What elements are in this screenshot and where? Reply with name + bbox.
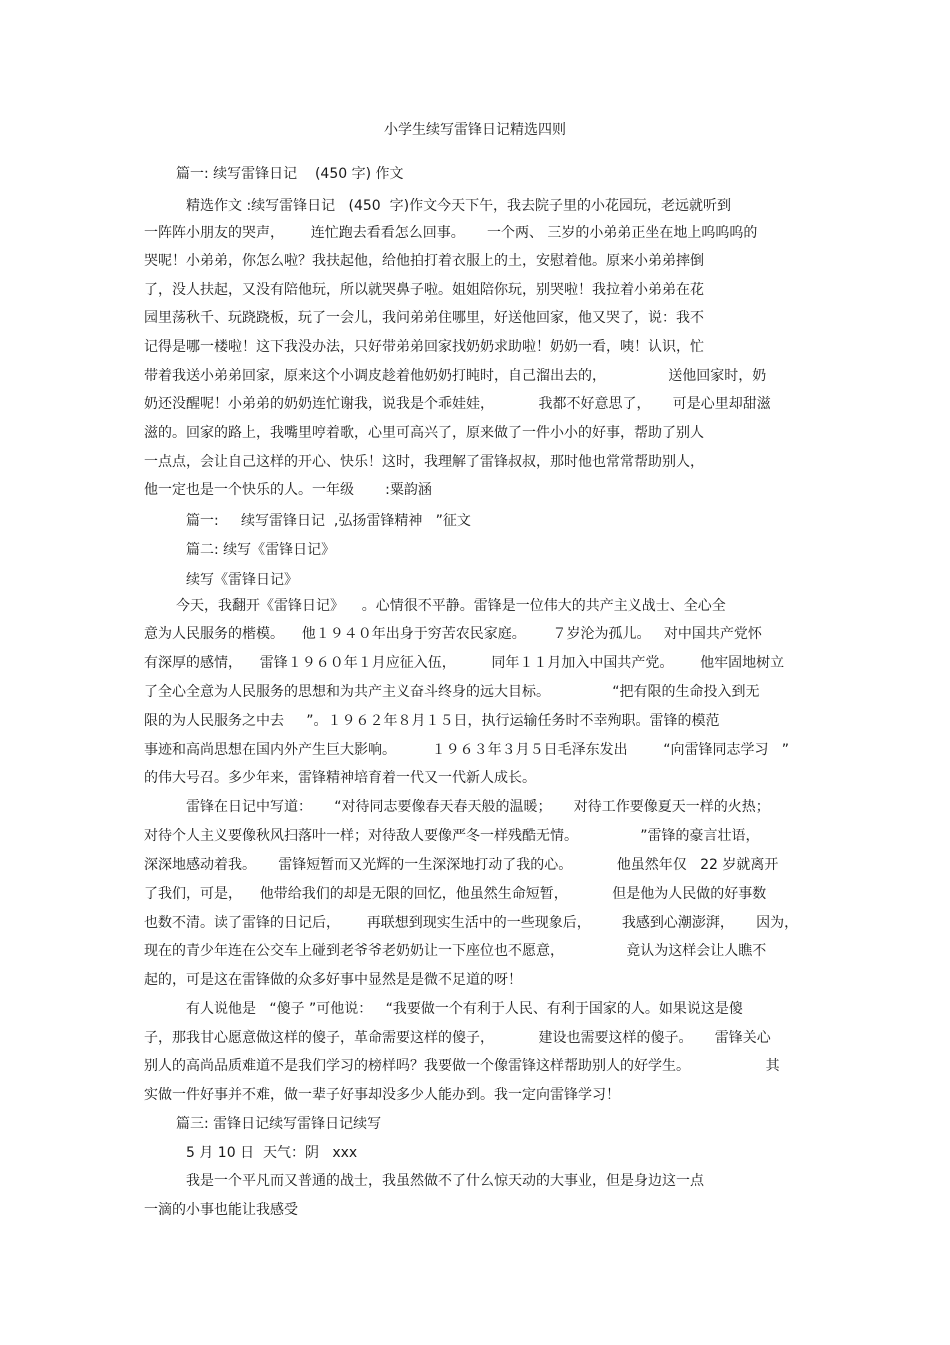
text-line: 限的为人民服务之中去 ”。１９６２年８月１５日，执行运输任务时不幸殉职。雷锋的模范	[144, 713, 720, 729]
text-line: 深深地感动着我。 雷锋短暂而又光辉的一生深深地打动了我的心。 他虽然年仅 22 岁就离开	[144, 857, 779, 873]
text-line: 篇一: 续写雷锋日记 (450 字) 作文	[176, 166, 404, 182]
text-line: 带着我送小弟弟回家，原来这个小调皮趁着他奶奶打盹时，自己溜出去的， 送他回家时，奶	[144, 368, 767, 384]
document-title: 小学生续写雷锋日记精选四则	[384, 122, 566, 138]
text-line: 园里荡秋千、玩跷跷板，玩了一会儿，我问弟弟住哪里，好送他回家，他又哭了，说：我不	[144, 310, 704, 326]
text-line: 滋的。回家的路上，我嘴里哼着歌，心里可高兴了，原来做了一件小小的好事，帮助了别人	[144, 425, 704, 441]
text-line: 篇三: 雷锋日记续写雷锋日记续写	[176, 1116, 382, 1132]
text-line: 奶还没醒呢！小弟弟的奶奶连忙谢我，说我是个乖娃娃， 我都不好意思了， 可是心里却甜滋	[144, 396, 771, 412]
text-line: 记得是哪一楼啦！这下我没办法，只好带弟弟回家找奶奶求助啦！奶奶一看，咦！认识，忙	[144, 339, 704, 355]
text-line: 意为人民服务的楷模。 他１９４０年出身于穷苦农民家庭。 ７岁沦为孤儿。 对中国共产党怀	[144, 626, 762, 642]
text-line: 篇二: 续写《雷锋日记》	[186, 542, 336, 558]
text-line: 一滴的小事也能让我感受	[144, 1202, 298, 1218]
text-line: 篇一: 续写雷锋日记 ,弘扬雷锋精神 ”征文	[186, 513, 471, 529]
text-line: 雷锋在日记中写道： “对待同志要像春天春天般的温暖； 对待工作要像夏天一样的火热；	[186, 799, 770, 815]
text-line: 了我们，可是， 他带给我们的却是无限的回忆，他虽然生命短暂， 但是他为人民做的好事数	[144, 886, 767, 902]
text-line: 我是一个平凡而又普通的战士，我虽然做不了什么惊天动的大事业，但是身边这一点	[186, 1173, 704, 1189]
text-line: 今天，我翻开《雷锋日记》 。心情很不平静。雷锋是一位伟大的共产主义战士、全心全	[176, 598, 726, 614]
text-line: 有人说他是 “傻子 ”可他说： “我要做一个有利于人民、有利于国家的人。如果说这是傻	[186, 1001, 743, 1017]
text-line: 事迹和高尚思想在国内外产生巨大影响。 １９６３年３月５日毛泽东发出 “向雷锋同志学习 ”	[144, 742, 790, 758]
text-line: 现在的青少年连在公交车上碰到老爷爷老奶奶让一下座位也不愿意， 竟认为这样会让人瞧不	[144, 943, 767, 959]
text-line: 也数不清。读了雷锋的日记后， 再联想到现实生活中的一些现象后， 我感到心潮澎湃， 因为，	[144, 915, 799, 931]
text-line: 了全心全意为人民服务的思想和为共产主义奋斗终身的远大目标。 “把有限的生命投入到无	[144, 684, 760, 700]
text-line: 起的，可是这在雷锋做的众多好事中显然是是微不足道的呀！	[144, 972, 522, 988]
text-line: 子，那我甘心愿意做这样的傻子，革命需要这样的傻子， 建设也需要这样的傻子。 雷锋关心	[144, 1030, 771, 1046]
text-line: 有深厚的感情， 雷锋１９６０年１月应征入伍， 同年１１月加入中国共产党。 他牢固地树立	[144, 655, 785, 671]
text-line: 他一定也是一个快乐的人。一年级 :粟韵涵	[144, 482, 432, 498]
text-line: 实做一件好事并不难，做一辈子好事却没多少人能办到。我一定向雷锋学习！	[144, 1087, 620, 1103]
text-line: 了，没人扶起，又没有陪他玩，所以就哭鼻子啦。姐姐陪你玩，别哭啦！我拉着小弟弟在花	[144, 282, 704, 298]
text-line: 5 月 10 日 天气：阴 xxx	[186, 1145, 358, 1161]
text-line: 别人的高尚品质难道不是我们学习的榜样吗？我要做一个像雷锋这样帮助别人的好学生。 其	[144, 1058, 780, 1074]
text-line: 对待个人主义要像秋风扫落叶一样；对待敌人要像严冬一样残酷无情。 ”雷锋的豪言壮语，	[144, 828, 760, 844]
text-line: 的伟大号召。多少年来，雷锋精神培育着一代又一代新人成长。	[144, 770, 536, 786]
text-line: 一阵阵小朋友的哭声， 连忙跑去看看怎么回事。 一个两、 三岁的小弟弟正坐在地上呜呜呜的	[144, 225, 758, 241]
text-line: 精选作文 :续写雷锋日记 (450 字)作文今天下午，我去院子里的小花园玩，老远就听到	[186, 198, 732, 214]
text-line: 一点点，会让自己这样的开心、快乐！这时，我理解了雷锋叔叔，那时他也常常帮助别人，	[144, 454, 704, 470]
text-line: 续写《雷锋日记》	[186, 572, 298, 588]
text-line: 哭呢！小弟弟，你怎么啦？我扶起他，给他拍打着衣服上的土，安慰着他。原来小弟弟摔倒	[144, 253, 704, 269]
